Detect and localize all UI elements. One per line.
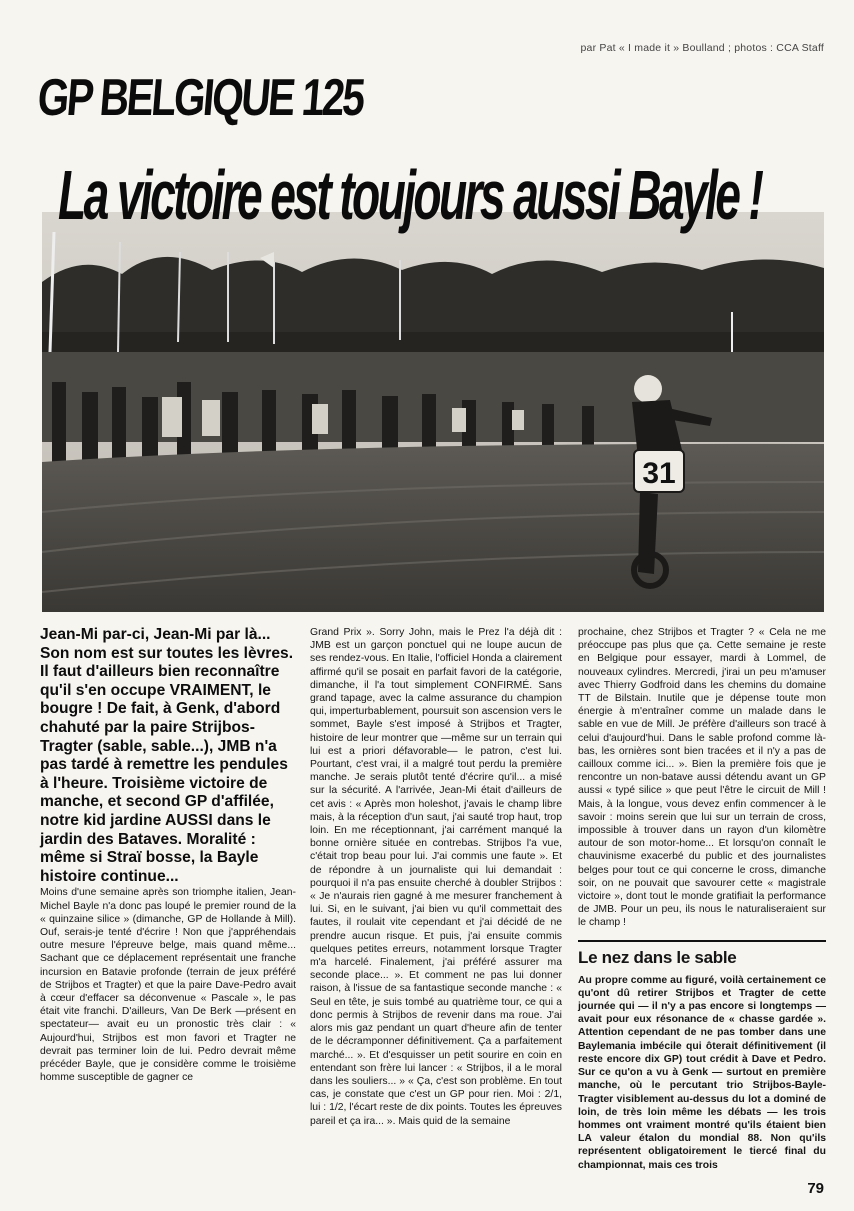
article-column-1 — [40, 626, 296, 1084]
headline: La victoire est toujours aussi Bayle ! — [58, 156, 762, 234]
race-photo — [42, 212, 824, 612]
page-number: 79 — [807, 1180, 824, 1197]
article-column-2 — [310, 626, 562, 1128]
body-paragraph-2: Grand Prix ». Sorry John, mais le Prez l'a déjà dit : JMB est un garçon ponctuel qui ne loupe aucun de ses rendez-vous. En Italie, l'officiel Honda a clairement affirmé qu'il se posait en parfait favori de la catégorie, dimanche, il l'a tout simplement CONFIRMÉ. Sans grand tapage, avec la calme assurance du champion qui, imperturbablement, poursuit son ascension vers le sommet, Bayle s'est imposé à Strijbos et Tragter, histoire de leur montrer que —même sur un terrain qui lui est a priori défavorable— le patron, c'est lui. Pourtant, c'est vrai, il a malgré tout perdu la première manche. Je serais plutôt tenté d'écrire qu'il... a misé sur la sécurité. A l'arrivée, Jean-Mi était d'ailleurs de cet avis : « Après mon holeshot, j'avais le champ libre mais, à la réception d'un saut, j'ai sauté trop haut, trop loin. En me réceptionnant, j'ai carrément manqué la bonne ornière située en contrebas. Strijbos l'a vue, c'était trop beau pour lui. J'ai commis une faute ». Et de répondre à un journaliste qui lui demandait : pourquoi il n'a pas ensuite cherché à doubler Strijbos : « Je n'aurais rien gagné à me mesurer franchement à lui. Si, en le suivant, j'ai bien vu qu'il commettait des fautes, il roulait vite cependant et j'ai décidé de ne prendre aucun risque. Et puis, j'ai ensuite commis quelques petites erreurs, notamment lorsque Tragter m'a harcelé. Finalement, j'ai préféré assurer ma seconde place... ». Et comment ne pas lui donner raison, à l'issue de sa fantastique seconde manche : « Seul en tête, je suis tombé au quatrième tour, ce qui a donc permis à Strijbos de revenir dans ma roue. J'ai alors mis gaz pendant un quart d'heure afin de tenter de le décramponner définitivement. Ça a parfaitement marché... ». Et d'esquisser un petit sourire en coin en entendant son frère lui lancer : « Strijbos, il a le moral dans les souliers... » « Ça, c'est son problème. En tout cas, je constate que c'est un GP pour rien. Moi : 2/1, lui : 1/2, l'écart reste de dix points. Toutes les épreuves pareil et ça ira... ». Mais quid de la semaine — [310, 627, 562, 1127]
body-paragraph-4: Au propre comme au figuré, voilà certainement ce qu'ont dû retirer Strijbos et Tragter de cette journée qui — il n'y a pas encore si longtemps — avait pour eux résonance de « chasse gardée ». Attention cependant de ne pas tomber dans une Baylemania imbécile qui ôterait définitivement (il reste encore dix GP) tout crédit à Dave et Pedro. Sur ce qu'on a vu à Genk — surtout en première manche, où le percutant trio Strijbos-Bayle-Tragter visiblement au-dessus du lot a dominé de loin, de très loin même les débats — les trois hommes ont vraiment montré qu'ils étaient bien LA valeur étalon du mondial 88. Non qu'ils représentent obligatoirement le tiercé final du championnat, mais ces trois — [578, 974, 826, 1171]
section-kicker: GP BELGIQUE 125 — [35, 69, 366, 127]
photo-credit: par Pat « I made it » Boulland ; photos : CCA Staff — [580, 42, 824, 54]
body-paragraph-1: Moins d'une semaine après son triomphe italien, Jean-Michel Bayle n'a donc pas loupé le premier round de la « quinzaine silice » (dimanche, GP de Hollande à Mill). Ouf, serais-je tenté d'écrire ! Non que j'appréhendais outre mesure l'épreuve belge, mais quand même... Sachant que ce déplacement représentait une franche incursion en Batavie profonde (terrain de jeux préféré de Strijbos et Tragter) et que la paire Dave-Pedro avait à cœur d'effacer sa déconvenue « Pascale », le pas était vite franchi. D'ailleurs, Van De Berk —présent en spectateur— avait eu un pronostic très clair : « Aujourd'hui, Strijbos est mon favori et Tragter ne devrait pas terminer loin de lui. Pedro devrait même précéder Bayle, que je considère comme le troisième homme susceptible de gagner ce — [40, 887, 296, 1084]
subhead-rule — [578, 940, 826, 942]
race-photo-illustration — [42, 212, 824, 612]
body-paragraph-3: prochaine, chez Strijbos et Tragter ? « Cela ne me préoccupe pas plus que ça. Cette semaine je reste en Belgique pour essayer, mardi à Lommel, de nouveaux cylindres. Mercredi, j'irai un peu m'amuser avec Thierry Godfroid dans les chemins du domaine TT de Bilstain. Inutile que je dépense toute mon énergie à m'entraîner comme un malade dans le sable en vue de Mill. Je préfère d'ailleurs son tracé à celui d'aujourd'hui. Dans le sable profond comme là-bas, les ornières sont bien tracées et il n'y a pas de cailloux comme ici... ». Bien la première fois que je rencontre un non-batave aussi détendu avant un GP aussi « typé silice » que peut l'être le circuit de Mill ! Mais, à la longue, vous devez enfin commencer à le savoir : moins serein que lui sur un terrain de cross, impossible à trouver dans un rayon d'un kilomètre autour de son motor-home... Et lorsqu'on connaît le chauvinisme exacerbé du public et des journalistes belges pour tout ce qui concerne le cross, dimanche soir, on ne pouvait que savourer cette « magistrale victoire », dont tout le monde gratifiait la performance de JMB. Pour un peu, ils nous le naturaliseraient sur le champ ! — [578, 627, 826, 929]
lead-paragraph: Jean-Mi par-ci, Jean-Mi par là... Son nom est sur toutes les lèvres. Il faut d'ailleurs bien reconnaître qu'il s'en occupe VRAIMENT, le bougre ! De fait, à Genk, d'abord chahuté par la paire Strijbos-Tragter (sable, sable...), JMB n'a pas tardé à remettre les pendules à l'heure. Troisième victoire de manche, et second GP d'affilée, notre kid jardine AUSSI dans le jardin des Bataves. Moralité : même si Straï bosse, la Bayle histoire continue... — [40, 626, 294, 885]
subheading: Le nez dans le sable — [578, 947, 737, 967]
bike-number-label: 31 — [642, 457, 676, 490]
article-column-3 — [578, 626, 826, 1172]
